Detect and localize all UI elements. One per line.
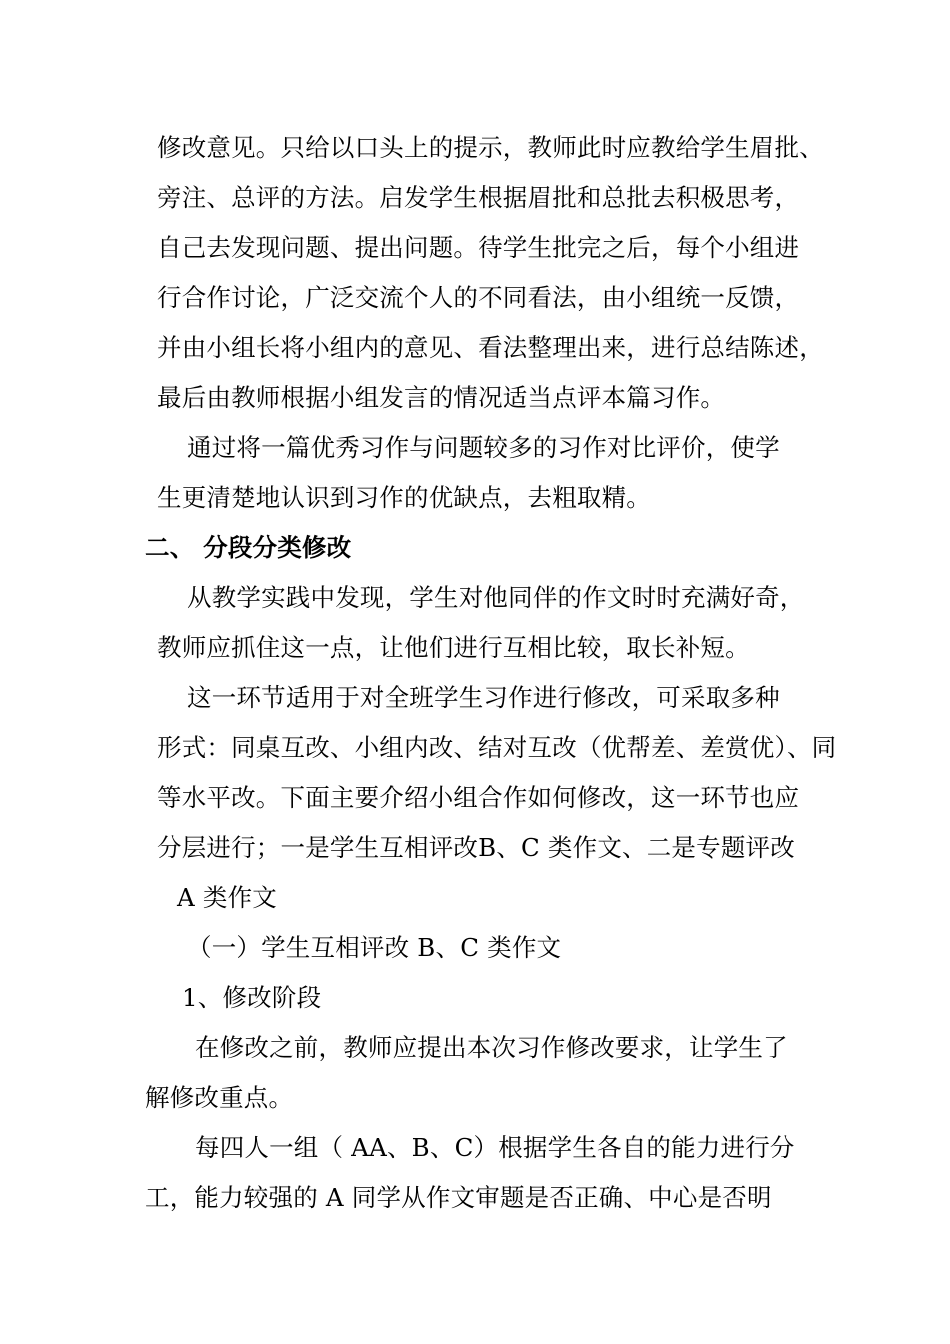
paragraph-line-11: 教师应抓住这一点，让他们进行互相比较，取长补短。 [157,633,750,662]
paragraph-line-14: 等水平改。下面主要介绍小组合作如何修改，这一环节也应 [157,783,800,812]
paragraph-line-7: 通过将一篇优秀习作与问题较多的习作对比评价，使学 [187,433,780,462]
paragraph-line-13: 形式：同桌互改、小组内改、结对互改（优帮差、差赏优）、同 [157,733,837,762]
paragraph-line-1: 修改意见。只给以口头上的提示，教师此时应教给学生眉批、 [157,133,824,162]
subheading-step: 1、修改阶段 [182,983,322,1012]
paragraph-line-2: 旁注、总评的方法。启发学生根据眉批和总批去积极思考， [157,183,800,212]
paragraph-line-21: 每四人一组（ AA、B、C）根据学生各自的能力进行分 [195,1133,795,1162]
paragraph-line-20: 解修改重点。 [145,1083,294,1112]
paragraph-line-3: 自己去发现问题、提出问题。待学生批完之后，每个小组进 [157,233,800,262]
paragraph-line-19: 在修改之前，教师应提出本次习作修改要求，让学生了 [195,1033,788,1062]
paragraph-line-4: 行合作讨论，广泛交流个人的不同看法，由小组统一反馈， [157,283,800,312]
paragraph-line-5: 并由小组长将小组内的意见、看法整理出来，进行总结陈述， [157,333,824,362]
paragraph-line-22: 工，能力较强的 A 同学从作文审题是否正确、中心是否明 [145,1183,772,1212]
paragraph-line-15: 分层进行；一是学生互相评改B、C 类作文、二是专题评改 [157,833,795,862]
paragraph-line-12: 这一环节适用于对全班学生习作进行修改，可采取多种 [187,683,780,712]
paragraph-line-6: 最后由教师根据小组发言的情况适当点评本篇习作。 [157,383,726,412]
subheading-one: （一）学生互相评改 B、C 类作文 [187,933,562,962]
paragraph-line-10: 从教学实践中发现，学生对他同伴的作文时时充满好奇， [187,583,805,612]
paragraph-line-8: 生更清楚地认识到习作的优缺点，去粗取精。 [157,483,651,512]
paragraph-line-16: A 类作文 [177,883,277,912]
section-heading: 二、 分段分类修改 [145,533,352,562]
